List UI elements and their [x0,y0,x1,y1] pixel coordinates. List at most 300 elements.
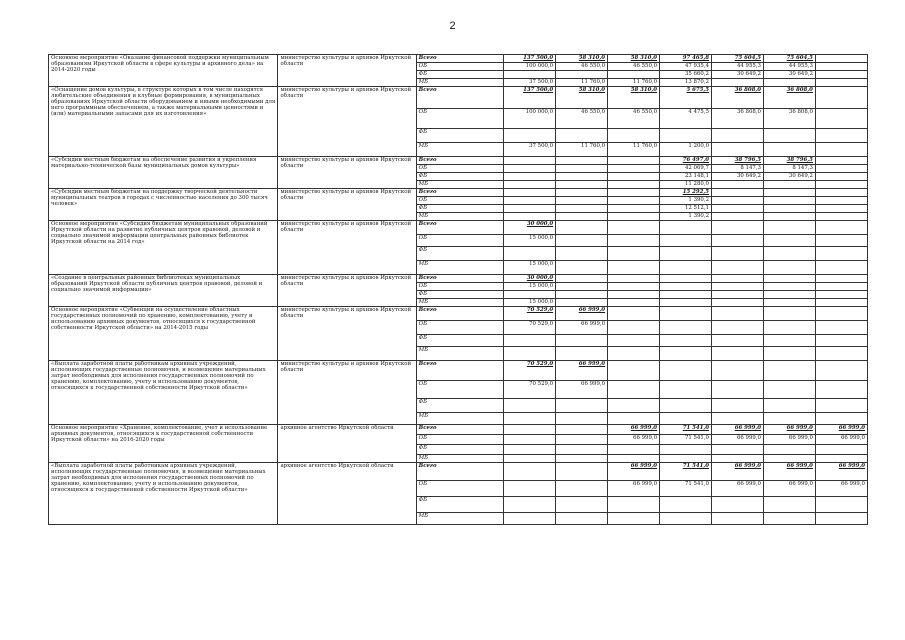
funding-source: Всего [416,275,503,283]
funding-source: МБ [416,261,503,275]
amount-cell [608,361,660,381]
amount-cell: 71 541,0 [660,481,712,497]
amount-cell [608,235,660,247]
amount-cell [815,321,867,335]
amount-cell [608,321,660,335]
amount-cell [712,143,764,157]
executor: министерство культуры и архивов Иркутской области [278,157,416,189]
amount-cell [660,455,712,463]
amount-cell [556,513,608,525]
amount-cell: 58 310,0 [608,55,660,63]
amount-cell [660,321,712,335]
amount-cell [556,71,608,79]
amount-cell [556,455,608,463]
activity-description: «Выплата заработной платы работникам архивных учреждений, исполняющих государственные полномочия, и возмещение материальных затрат необходимых для исполнения государственных полномочий по хранению, комплектованию, учету и использованию документов, относящихся к государственной собственности Иркутской области» [49,463,278,525]
funding-source: МБ [416,455,503,463]
funding-source: МБ [416,213,503,221]
amount-cell [712,513,764,525]
funding-source: ФБ [416,399,503,413]
amount-cell [763,247,815,261]
funding-source: Всего [416,307,503,321]
amount-cell [556,463,608,481]
amount-cell [815,399,867,413]
amount-cell [815,87,867,109]
amount-cell [660,221,712,235]
amount-cell [556,445,608,455]
funding-source: Всего [416,425,503,435]
amount-cell [815,445,867,455]
amount-cell [815,247,867,261]
amount-cell [763,413,815,425]
amount-cell [815,205,867,213]
amount-cell: 30 649,2 [763,71,815,79]
amount-cell: 66 999,0 [712,425,764,435]
amount-cell [712,189,764,197]
activity-description: Основное мероприятие «Оказание финансовой поддержки муниципальным образованиям Иркутской области в сфере культуры и архивного дела» на 2014-2020 годы [49,55,278,87]
amount-cell: 76 497,0 [660,157,712,165]
funding-source: МБ [416,181,503,189]
amount-cell: 30 649,2 [712,71,764,79]
funding-source: ОБ [416,63,503,71]
amount-cell: 36 808,0 [763,87,815,109]
amount-cell: 66 999,0 [763,463,815,481]
amount-cell [608,205,660,213]
amount-cell [815,361,867,381]
amount-cell: 36 808,0 [712,109,764,129]
funding-source: МБ [416,347,503,361]
amount-cell [763,335,815,347]
amount-cell [504,347,556,361]
amount-cell [763,321,815,335]
table-row [49,55,868,63]
amount-cell [504,189,556,197]
amount-cell: 66 999,0 [763,435,815,445]
amount-cell [763,143,815,157]
amount-cell [712,291,764,299]
amount-cell [504,481,556,497]
amount-cell [660,129,712,143]
funding-source: ФБ [416,335,503,347]
amount-cell [712,205,764,213]
amount-cell: 30 000,0 [504,221,556,235]
amount-cell [556,197,608,205]
amount-cell [556,425,608,435]
amount-cell [608,189,660,197]
amount-cell [712,261,764,275]
amount-cell [608,413,660,425]
amount-cell [763,513,815,525]
amount-cell [763,235,815,247]
amount-cell [763,291,815,299]
amount-cell: 4 475,5 [660,109,712,129]
amount-cell [556,205,608,213]
amount-cell [556,261,608,275]
funding-source: ФБ [416,71,503,79]
amount-cell [815,181,867,189]
amount-cell: 37 500,0 [504,79,556,87]
amount-cell [660,307,712,321]
amount-cell: 1 390,2 [660,213,712,221]
amount-cell: 12 512,1 [660,205,712,213]
amount-cell [660,235,712,247]
activity-description: «Субсидии местным бюджетам на обеспечение развития и укрепления материально-технической базы муниципальных домов культуры» [49,157,278,189]
amount-cell [712,399,764,413]
amount-cell: 58 310,0 [608,87,660,109]
amount-cell [815,307,867,321]
amount-cell [504,435,556,445]
amount-cell [763,283,815,291]
amount-cell [712,247,764,261]
amount-cell: 15 000,0 [504,283,556,291]
amount-cell [712,381,764,399]
amount-cell [608,347,660,361]
executor: министерство культуры и архивов Иркутской области [278,307,416,361]
table-row [49,275,868,283]
amount-cell: 100 000,0 [504,109,556,129]
amount-cell: 137 500,0 [504,87,556,109]
table-row [49,463,868,481]
funding-source: Всего [416,55,503,63]
amount-cell: 66 999,0 [608,425,660,435]
amount-cell [815,235,867,247]
amount-cell: 66 999,0 [556,361,608,381]
amount-cell [556,299,608,307]
amount-cell [815,455,867,463]
funding-source: ОБ [416,321,503,335]
amount-cell [556,165,608,173]
amount-cell: 11 760,0 [608,79,660,87]
activity-description: «Создание в центральных районных библиотеках муниципальных образований Иркутской области публичных центров правовой, деловой и социально значимой информации» [49,275,278,307]
executor: министерство культуры и архивов Иркутской области [278,361,416,425]
amount-cell [608,71,660,79]
activity-description: Основное мероприятие «Хранение, комплектование, учет и использование архивных документов, относящихся к государственной собственности Иркутской области» на 2016-2020 годы [49,425,278,463]
amount-cell: 66 999,0 [712,435,764,445]
amount-cell [660,497,712,513]
amount-cell [504,497,556,513]
amount-cell [504,247,556,261]
amount-cell [763,197,815,205]
amount-cell [504,463,556,481]
amount-cell: 8 147,3 [712,165,764,173]
amount-cell: 66 999,0 [712,481,764,497]
amount-cell [608,299,660,307]
amount-cell [504,157,556,165]
amount-cell [712,213,764,221]
funding-source: ОБ [416,435,503,445]
amount-cell [608,173,660,181]
amount-cell: 66 999,0 [712,463,764,481]
amount-cell [815,299,867,307]
amount-cell [815,291,867,299]
executor: министерство культуры и архивов Иркутской области [278,55,416,87]
table-row [49,221,868,235]
amount-cell [504,291,556,299]
amount-cell: 58 310,0 [556,55,608,63]
amount-cell [556,247,608,261]
amount-cell [608,381,660,399]
amount-cell [556,189,608,197]
amount-cell: 1 200,0 [660,143,712,157]
amount-cell [556,173,608,181]
amount-cell [608,399,660,413]
amount-cell [556,221,608,235]
amount-cell [608,275,660,283]
amount-cell [815,381,867,399]
executor: министерство культуры и архивов Иркутской области [278,87,416,157]
funding-source: ОБ [416,109,503,129]
amount-cell [556,235,608,247]
funding-source: Всего [416,157,503,165]
amount-cell: 13 870,2 [660,79,712,87]
amount-cell: 70 529,0 [504,321,556,335]
amount-cell [815,513,867,525]
amount-cell [504,455,556,463]
amount-cell [660,291,712,299]
amount-cell [660,513,712,525]
amount-cell [556,481,608,497]
funding-source: ФБ [416,205,503,213]
amount-cell [712,275,764,283]
amount-cell: 47 935,4 [660,63,712,71]
amount-cell [712,321,764,335]
funding-source: Всего [416,189,503,197]
table-row [49,157,868,165]
amount-cell [763,445,815,455]
amount-cell [815,413,867,425]
activity-description: «Оснащение домов культуры, в структуре которых в том числе находятся любительские объединения и клубные формирования, в муниципальных образованиях Иркутской области оборудованием и иными необходимыми для него программным обеспечением, а также материальными ценностями и (или) материальными запасами для их изготовления» [49,87,278,157]
table-row [49,361,868,381]
amount-cell [660,413,712,425]
amount-cell [504,213,556,221]
amount-cell: 137 500,0 [504,55,556,63]
amount-cell: 71 541,0 [660,435,712,445]
amount-cell: 11 760,0 [608,143,660,157]
funding-source: ФБ [416,129,503,143]
amount-cell: 38 796,5 [763,157,815,165]
amount-cell [608,197,660,205]
amount-cell: 30 000,0 [504,275,556,283]
funding-source: ФБ [416,497,503,513]
amount-cell [815,221,867,235]
amount-cell [815,63,867,71]
amount-cell [660,283,712,291]
amount-cell: 15 000,0 [504,235,556,247]
amount-cell: 66 999,0 [608,435,660,445]
amount-cell: 66 999,0 [815,481,867,497]
amount-cell [712,235,764,247]
amount-cell [712,413,764,425]
amount-cell: 8 147,3 [763,165,815,173]
amount-cell [763,189,815,197]
amount-cell [660,275,712,283]
amount-cell: 66 999,0 [763,425,815,435]
amount-cell: 66 999,0 [815,425,867,435]
funding-source: Всего [416,463,503,481]
amount-cell [815,79,867,87]
amount-cell [608,181,660,189]
table-row [49,307,868,321]
amount-cell [815,347,867,361]
amount-cell [556,213,608,221]
amount-cell [763,275,815,283]
amount-cell [504,205,556,213]
amount-cell [608,291,660,299]
amount-cell [608,455,660,463]
amount-cell [660,381,712,399]
amount-cell [504,425,556,435]
amount-cell [815,71,867,79]
amount-cell: 42 069,7 [660,165,712,173]
funding-source: МБ [416,79,503,87]
amount-cell: 66 999,0 [815,463,867,481]
funding-source: ОБ [416,283,503,291]
amount-cell [556,181,608,189]
amount-cell [712,307,764,321]
funding-source: МБ [416,299,503,307]
funding-source: ФБ [416,291,503,299]
amount-cell [608,335,660,347]
amount-cell [815,261,867,275]
amount-cell [712,299,764,307]
amount-cell: 66 999,0 [763,481,815,497]
amount-cell: 37 500,0 [504,143,556,157]
amount-cell: 36 808,0 [712,87,764,109]
amount-cell: 66 999,0 [608,481,660,497]
funding-source: МБ [416,143,503,157]
amount-cell [763,299,815,307]
amount-cell: 46 550,0 [556,63,608,71]
amount-cell [608,157,660,165]
amount-cell [504,513,556,525]
amount-cell: 66 999,0 [608,463,660,481]
amount-cell [763,361,815,381]
amount-cell: 23 148,1 [660,173,712,181]
amount-cell [660,445,712,455]
funding-source: ОБ [416,381,503,399]
amount-cell: 15 000,0 [504,261,556,275]
amount-cell: 66 999,0 [815,435,867,445]
amount-cell [660,347,712,361]
financing-table-body [49,55,868,525]
amount-cell: 30 649,2 [763,173,815,181]
amount-cell [660,361,712,381]
funding-source: ОБ [416,235,503,247]
amount-cell [608,129,660,143]
amount-cell [608,307,660,321]
amount-cell: 75 604,5 [763,55,815,63]
funding-source: ФБ [416,445,503,455]
table-row [49,425,868,435]
amount-cell [504,445,556,455]
amount-cell [763,381,815,399]
amount-cell [763,221,815,235]
amount-cell [815,173,867,181]
funding-source: МБ [416,413,503,425]
amount-cell [763,497,815,513]
amount-cell [815,283,867,291]
amount-cell [608,213,660,221]
activity-description: Основное мероприятие «Субвенции на осуществление областных государственных полномочий по хранению, комплектованию, учету и использованию архивных документов, относящихся к государственной собственности Иркутской области» на 2014-2015 годы [49,307,278,361]
amount-cell: 44 955,3 [763,63,815,71]
amount-cell [660,299,712,307]
funding-source: Всего [416,361,503,381]
funding-source: ФБ [416,173,503,181]
activity-description: Основное мероприятие «Субсидия бюджетам муниципальных образований Иркутской области на развитие публичных центров правовой, деловой и социально значимой информации центральных районных библиотек Иркутской области на 2014 год» [49,221,278,275]
amount-cell: 66 999,0 [556,381,608,399]
amount-cell: 100 000,0 [504,63,556,71]
amount-cell [608,497,660,513]
amount-cell [763,205,815,213]
amount-cell [556,399,608,413]
amount-cell: 44 955,3 [712,63,764,71]
amount-cell [556,291,608,299]
amount-cell [712,197,764,205]
amount-cell: 70 529,0 [504,307,556,321]
amount-cell [712,181,764,189]
amount-cell [556,347,608,361]
amount-cell: 15 292,5 [660,189,712,197]
amount-cell [712,335,764,347]
amount-cell [763,307,815,321]
amount-cell: 66 999,0 [556,321,608,335]
amount-cell: 11 760,0 [556,143,608,157]
amount-cell [763,213,815,221]
amount-cell [608,165,660,173]
amount-cell [815,197,867,205]
amount-cell [763,261,815,275]
amount-cell [504,335,556,347]
amount-cell [815,165,867,173]
table-row [49,189,868,197]
amount-cell: 46 550,0 [608,109,660,129]
activity-description: «Субсидии местным бюджетам на поддержку творческой деятельности муниципальных театров в городах с численностью населения до 300 тысяч человек» [49,189,278,221]
executor: министерство культуры и архивов Иркутской области [278,221,416,275]
amount-cell [815,189,867,197]
funding-source: ОБ [416,197,503,205]
executor: министерство культуры и архивов Иркутской области [278,189,416,221]
amount-cell: 70 529,0 [504,361,556,381]
amount-cell: 66 999,0 [556,307,608,321]
amount-cell [712,347,764,361]
amount-cell [660,399,712,413]
amount-cell [712,497,764,513]
amount-cell [712,283,764,291]
amount-cell: 58 310,0 [556,87,608,109]
amount-cell [504,413,556,425]
amount-cell [504,181,556,189]
amount-cell [504,197,556,205]
amount-cell: 46 550,0 [556,109,608,129]
financing-table [48,54,868,525]
amount-cell [712,79,764,87]
executor: министерство культуры и архивов Иркутской области [278,275,416,307]
amount-cell [504,173,556,181]
funding-source: ОБ [416,481,503,497]
amount-cell [815,109,867,129]
amount-cell: 11 280,0 [660,181,712,189]
amount-cell [815,157,867,165]
amount-cell [815,213,867,221]
amount-cell: 71 541,0 [660,463,712,481]
amount-cell: 1 390,2 [660,197,712,205]
funding-source: Всего [416,87,503,109]
amount-cell [556,335,608,347]
amount-cell [556,157,608,165]
amount-cell [763,347,815,361]
funding-source: МБ [416,513,503,525]
amount-cell [608,445,660,455]
executor: архивное агентство Иркутской области [278,425,416,463]
